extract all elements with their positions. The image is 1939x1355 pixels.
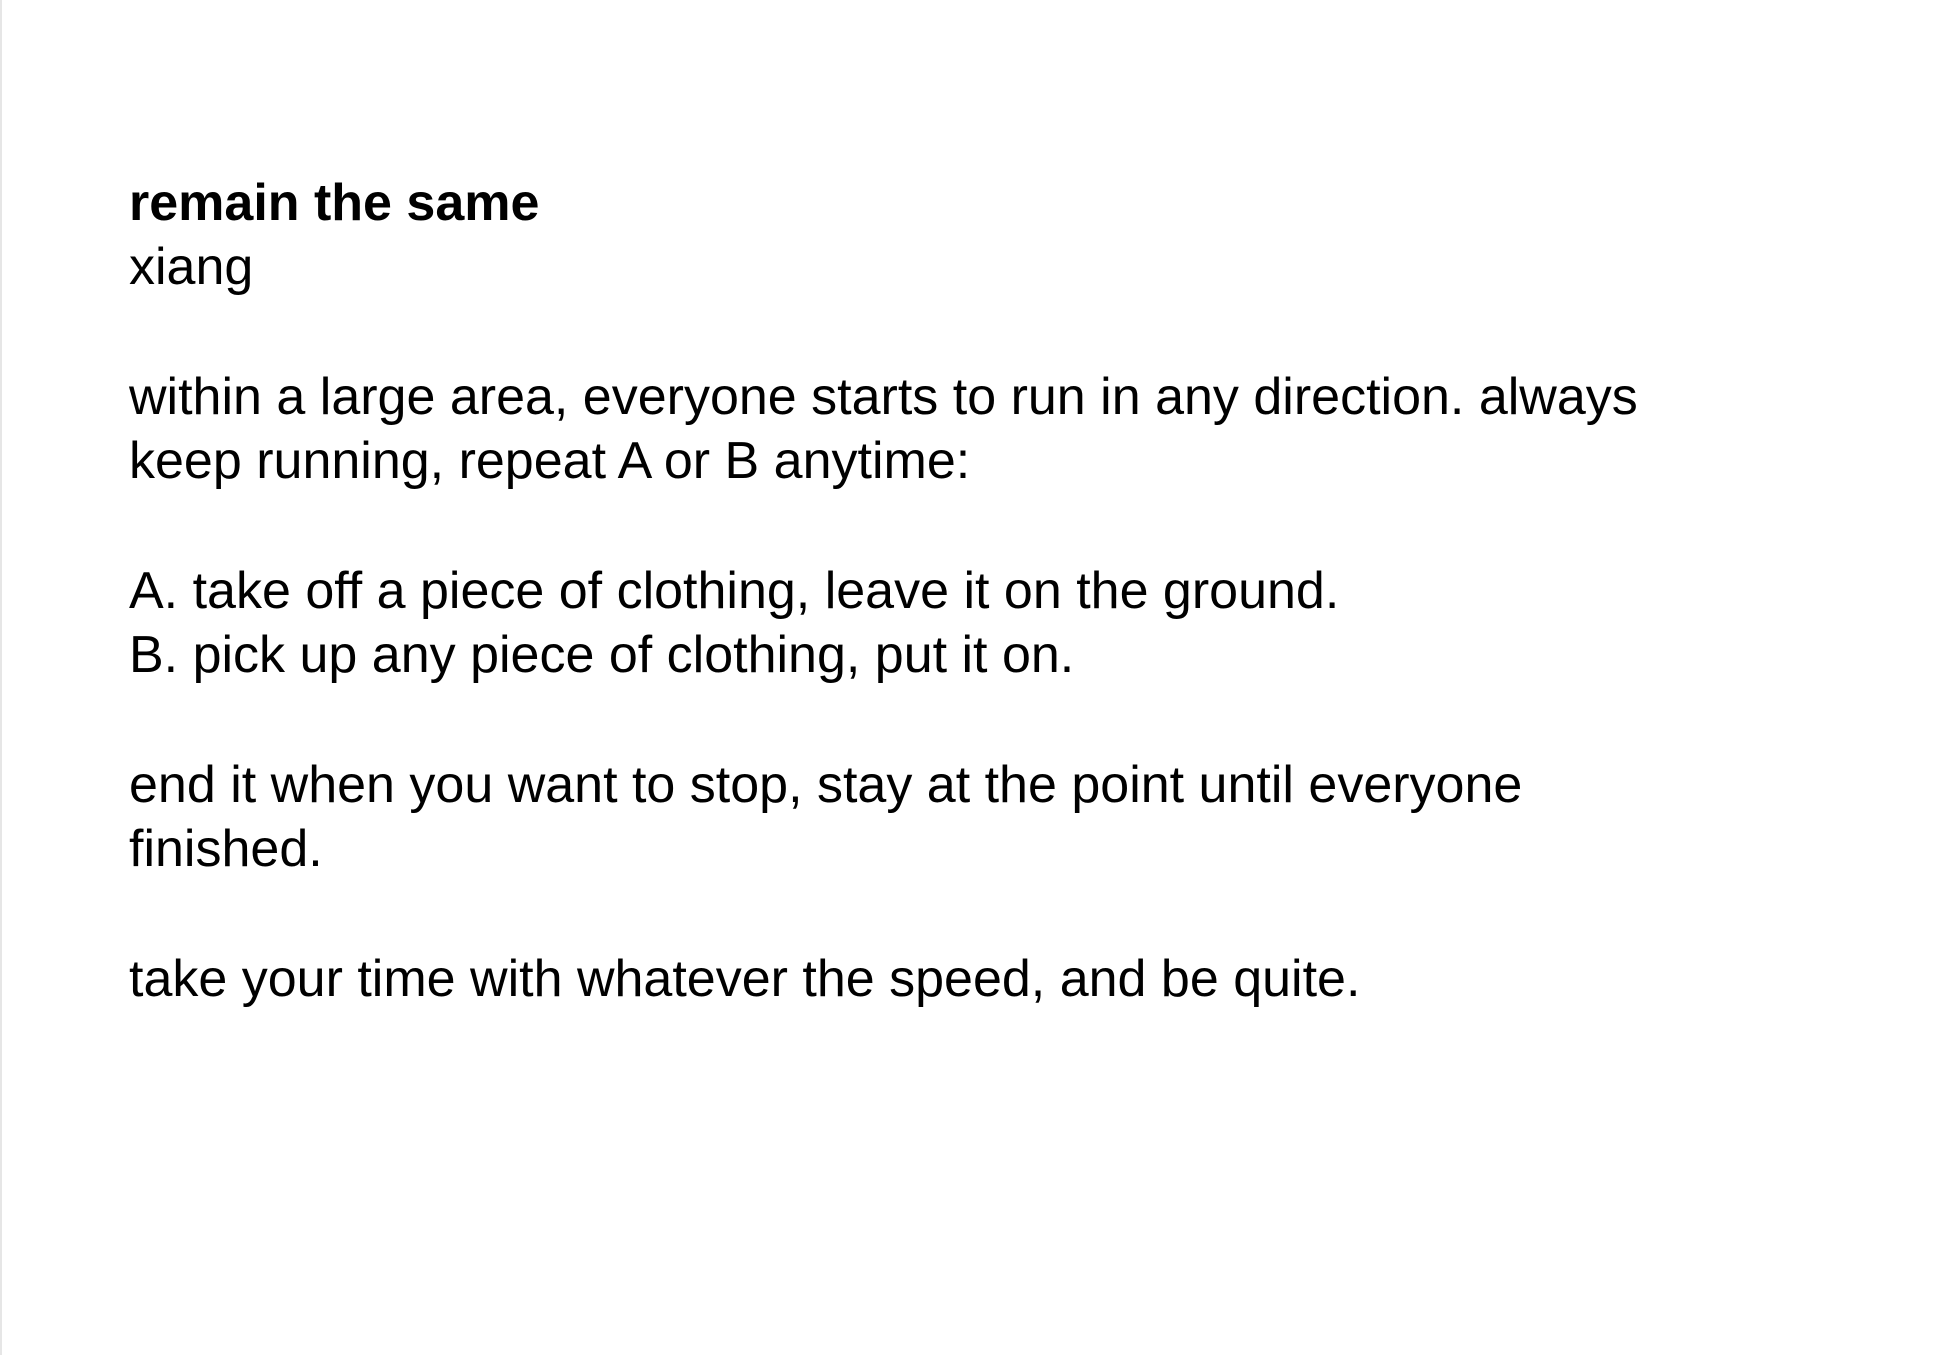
page-edge [0, 0, 2, 1355]
paragraph-line: within a large area, everyone starts to run in any direction. always [129, 368, 1638, 426]
paragraph-line: finished. [129, 820, 323, 878]
paragraph-closing: take your time with whatever the speed, and be quite. [129, 950, 1361, 1008]
paragraph-ending [129, 753, 1829, 881]
paragraph-gap [129, 299, 1829, 365]
paragraph-gap [129, 881, 1829, 947]
paragraph-line: keep running, repeat A or B anytime: [129, 432, 971, 490]
paragraph-instructions [129, 365, 1829, 493]
document-body [129, 171, 1829, 1011]
option-b: B. pick up any piece of clothing, put it on. [129, 626, 1075, 684]
options-list [129, 559, 1829, 687]
paragraph-gap [129, 687, 1829, 753]
document-title: remain the same [129, 174, 540, 232]
document-author: xiang [129, 238, 254, 296]
option-a: A. take off a piece of clothing, leave it on the ground. [129, 562, 1340, 620]
paragraph-line: end it when you want to stop, stay at the point until everyone [129, 756, 1523, 814]
paragraph-gap [129, 493, 1829, 559]
